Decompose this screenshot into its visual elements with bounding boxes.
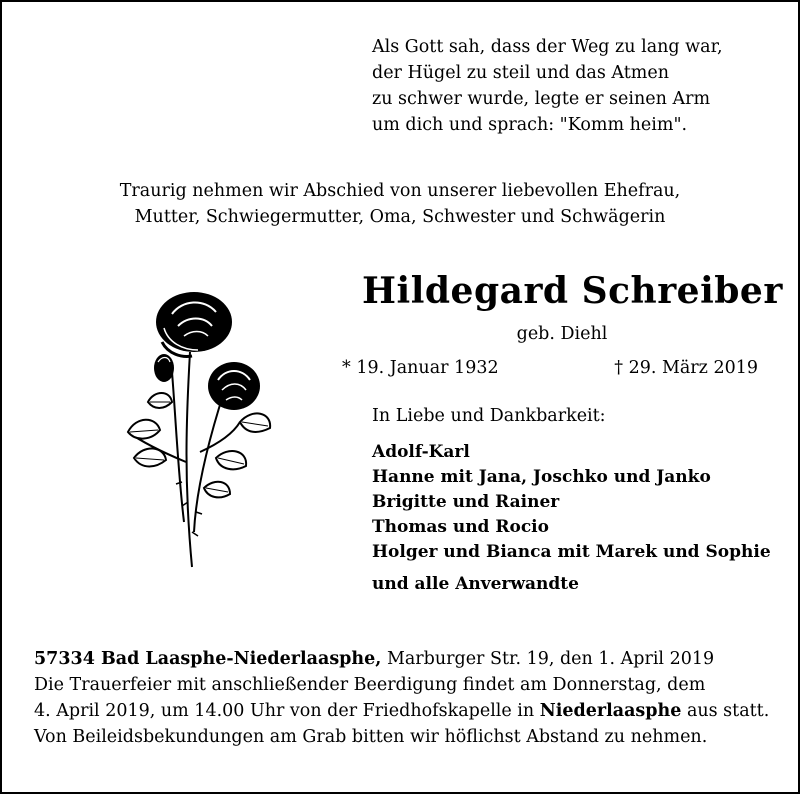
birth-date: * 19. Januar 1932 — [342, 358, 499, 378]
intro-text — [2, 178, 798, 230]
address-line — [34, 646, 769, 672]
service-line-2-post: aus statt. — [681, 701, 770, 721]
poem-line: um dich und sprach: "Komm heim". — [372, 115, 688, 135]
rose-bloom-lower — [208, 362, 260, 410]
rose-bloom-top — [156, 292, 232, 356]
rose-illustration — [112, 282, 282, 572]
poem-line: zu schwer wurde, legte er seinen Arm — [372, 89, 711, 109]
mourner-name: Adolf-Karl — [372, 442, 470, 462]
service-line-2 — [34, 698, 769, 724]
maiden-name: geb. Diehl — [516, 324, 608, 344]
intro-line: Mutter, Schwiegermutter, Oma, Schwester und Schwägerin — [134, 207, 666, 227]
service-line-1: Die Trauerfeier mit anschließender Beerdigung findet am Donnerstag, dem — [34, 675, 706, 695]
memorial-poem — [372, 34, 723, 138]
rose-bud — [154, 354, 174, 382]
mourners-heading: In Liebe und Dankbarkeit: — [372, 406, 606, 426]
service-line-2-pre: 4. April 2019, um 14.00 Uhr von der Friedhofskapelle in — [34, 701, 540, 721]
mourner-name: Holger und Bianca mit Marek und Sophie — [372, 542, 771, 562]
funeral-details — [34, 646, 769, 750]
relatives-line: und alle Anverwandte — [372, 574, 579, 594]
stem-bud — [172, 372, 184, 522]
death-date: † 29. März 2019 — [614, 358, 758, 378]
mourner-name: Brigitte und Rainer — [372, 492, 560, 512]
stem-main — [187, 352, 193, 567]
leaf-branch-right — [200, 422, 240, 452]
mourner-name: Thomas und Rocio — [372, 517, 549, 537]
address-location: 57334 Bad Laasphe-Niederlaasphe, — [34, 649, 382, 669]
mourner-name: Hanne mit Jana, Joschko und Janko — [372, 467, 711, 487]
mourners-list — [372, 440, 771, 565]
address-date: Marburger Str. 19, den 1. April 2019 — [381, 649, 715, 669]
service-location: Niederlaasphe — [539, 701, 682, 721]
poem-line: Als Gott sah, dass der Weg zu lang war, — [372, 37, 723, 57]
intro-line: Traurig nehmen wir Abschied von unserer liebevollen Ehefrau, — [119, 181, 681, 201]
deceased-name: Hildegard Schreiber — [362, 270, 783, 312]
poem-line: der Hügel zu steil und das Atmen — [372, 63, 669, 83]
condolence-note: Von Beileidsbekundungen am Grab bitten wir höflichst Abstand zu nehmen. — [34, 727, 708, 747]
